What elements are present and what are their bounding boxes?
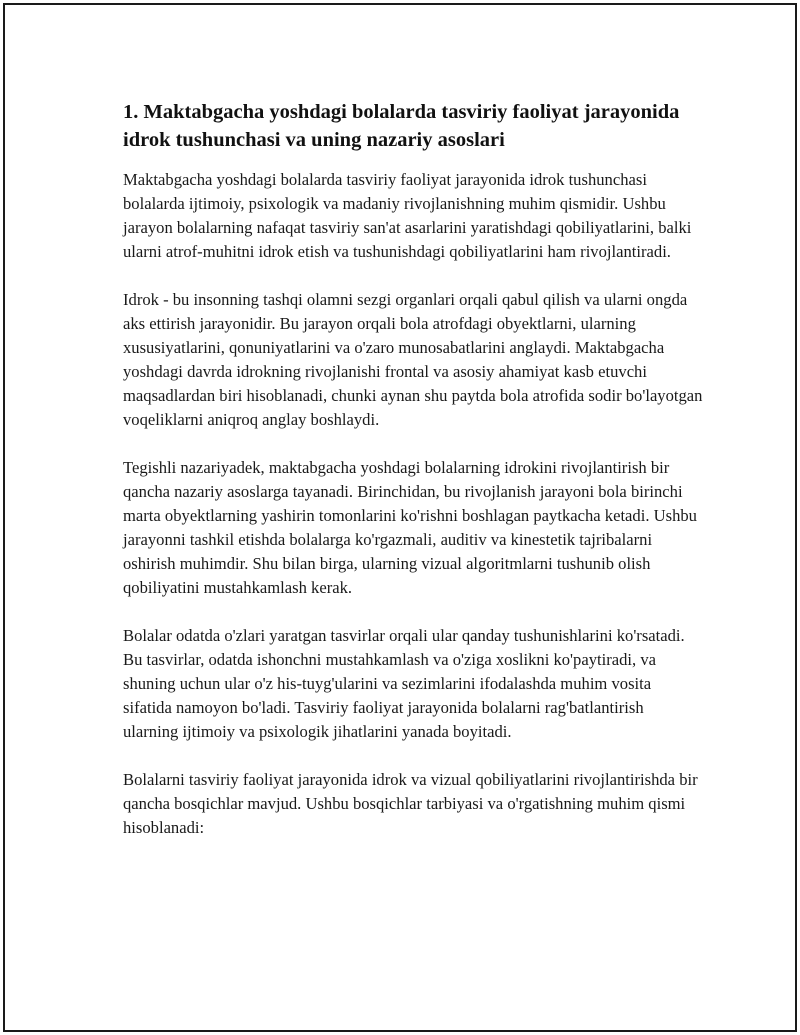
paragraph-2: Idrok - bu insonning tashqi olamni sezgi organlari orqali qabul qilish va ularni ongda aks ettirish jarayonidir. Bu jarayon orqali bola atrofdagi obyektlarni, ularning xususiyatlarini, qonuniyatlarini va o'zaro munosabatlarini anglaydi. Maktabgacha yoshdagi davrda idrokning rivojlanishi frontal va asosiy ahamiyat kasb etuvchi maqsadlardan biri hisoblanadi, chunki aynan shu paytda bola atrofida sodir bo'layotgan voqeliklarni aniqroq anglay boshlaydi. [123,290,703,429]
paragraph-1: Maktabgacha yoshdagi bolalarda tasviriy faoliyat jarayonida idrok tushunchasi bolalarda ijtimoiy, psixologik va madaniy rivojlanishning muhim qismidir. Ushbu jarayon bolalarning nafaqat tasviriy san'at asarlarini yaratishdagi qobiliyatlarini, balki ularni atrof-muhitni idrok etish va tushunishdagi qobiliyatlarini ham rivojlantiradi. [123,170,692,261]
document-body [123,98,703,864]
paragraph-5: Bolalarni tasviriy faoliyat jarayonida idrok va vizual qobiliyatlarini rivojlantirishda bir qancha bosqichlar mavjud. Ushbu bosqichlar tarbiyasi va o'rgatishning muhim qismi hisoblanadi: [123,770,698,837]
paragraph-3: Tegishli nazariyadek, maktabgacha yoshdagi bolalarning idrokini rivojlantirish bir qancha nazariy asoslarga tayanadi. Birinchidan, bu rivojlanish jarayoni bola birinchi marta obyektlarning yashirin tomonlarini ko'rishni boshlagan paytkacha ketadi. Ushbu jarayonni tashkil etishda bolalarga ko'rgazmali, auditiv va kinestetik tajribalarni oshirish muhimdir. Shu bilan birga, ularning vizual algoritmlarni tushunib olish qobiliyatini mustahkamlash kerak. [123,458,697,597]
section-heading: 1. Maktabgacha yoshdagi bolalarda tasviriy faoliyat jarayonida idrok tushunchasi va uning nazariy asoslari [123,101,680,151]
page-frame [3,3,797,1032]
paragraph-4: Bolalar odatda o'zlari yaratgan tasvirlar orqali ular qanday tushunishlarini ko'rsatadi. Bu tasvirlar, odatda ishonchni mustahkamlash va o'ziga xoslikni ko'paytiradi, va shuning uchun ular o'z his-tuyg'ularini va sezimlarini ifodalashda muhim vosita sifatida namoyon bo'ladi. Tasviriy faoliyat jarayonida bolalarni rag'batlantirish ularning ijtimoiy va psixologik jihatlarini yanada boyitadi. [123,626,685,741]
